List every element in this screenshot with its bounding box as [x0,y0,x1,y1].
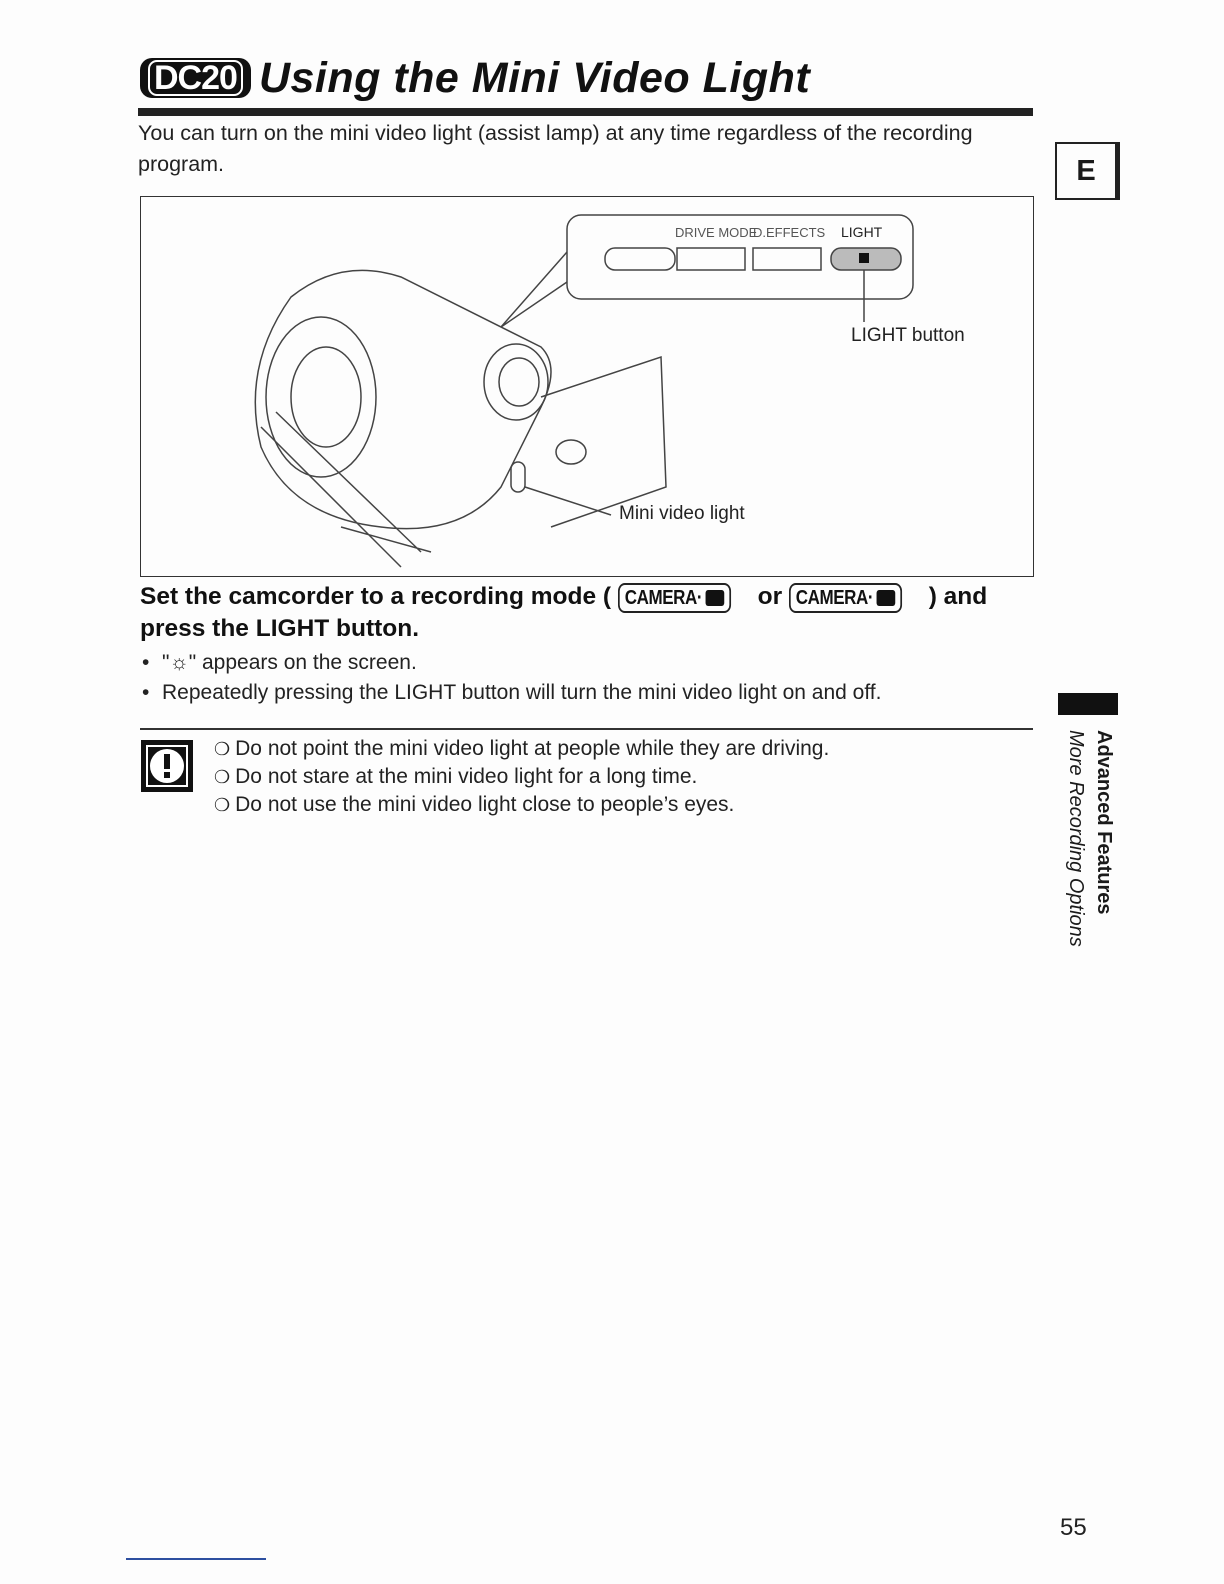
page-title: Using the Mini Video Light [258,53,811,102]
section-divider [140,728,1033,730]
step-heading-part2: ) and press the LIGHT button. [140,583,988,642]
fastforward-button [677,248,745,270]
mini-light-housing [511,462,525,492]
light-button-callout: LIGHT button [851,325,965,346]
camera-movie-mode [618,583,731,613]
camcorder-side-panel [266,317,376,477]
warning-list [214,735,1034,819]
playpause-button [753,248,821,270]
drive-mode-label: DRIVE MODE [675,225,758,240]
light-button-square [859,253,869,263]
or-text: or [757,583,783,610]
light-panel-label: LIGHT [841,224,883,240]
warning-item: ❍ Do not use the mini video light close to people’s eyes. [214,791,1034,819]
bullet-item: • "☼" appears on the screen. [140,648,1040,678]
movie-icon [705,590,724,606]
effects-label: D.EFFECTS [753,225,826,240]
mini-light-callout: Mini video light [619,503,745,524]
camcorder-body [255,270,551,528]
step-heading-part1: Set the camcorder to a recording mode ( [140,583,612,610]
callout-pointer [501,252,567,327]
title-rule [138,108,1033,116]
side-tab-marker [1058,693,1118,715]
rewind-button [605,248,675,270]
footer-line [126,1558,266,1560]
side-subsection-title: More Recording Options [1065,730,1087,947]
camera-photo-mode [789,583,902,613]
hand-strap [261,412,431,567]
page-number: 55 [1060,1514,1087,1541]
intro-text: You can turn on the mini video light (assist lamp) at any time regardless of the recording program. [138,121,973,176]
model-badge-text: DC20 [148,60,243,96]
lcd-screen [541,357,666,527]
step-heading [140,581,1040,645]
title-row [140,52,810,104]
side-section-title: Advanced Features [1093,730,1115,915]
step-bullets [140,648,1040,708]
side-tab [1058,730,1118,970]
camcorder-figure [140,196,1034,577]
camcorder-illustration [141,197,1033,576]
warning-item: ❍ Do not point the mini video light at people while they are driving. [214,735,1034,763]
camera-movie-label: CAMERA· [624,586,702,609]
model-badge [140,58,251,98]
warning-item: ❍ Do not stare at the mini video light for a long time. [214,763,1034,791]
camera-photo-label: CAMERA· [795,586,874,609]
bullet-item: • Repeatedly pressing the LIGHT button will turn the mini video light on and off. [140,678,1040,708]
photo-camera-icon [876,590,895,606]
warning-icon [141,740,193,792]
language-tab: E [1055,142,1117,200]
